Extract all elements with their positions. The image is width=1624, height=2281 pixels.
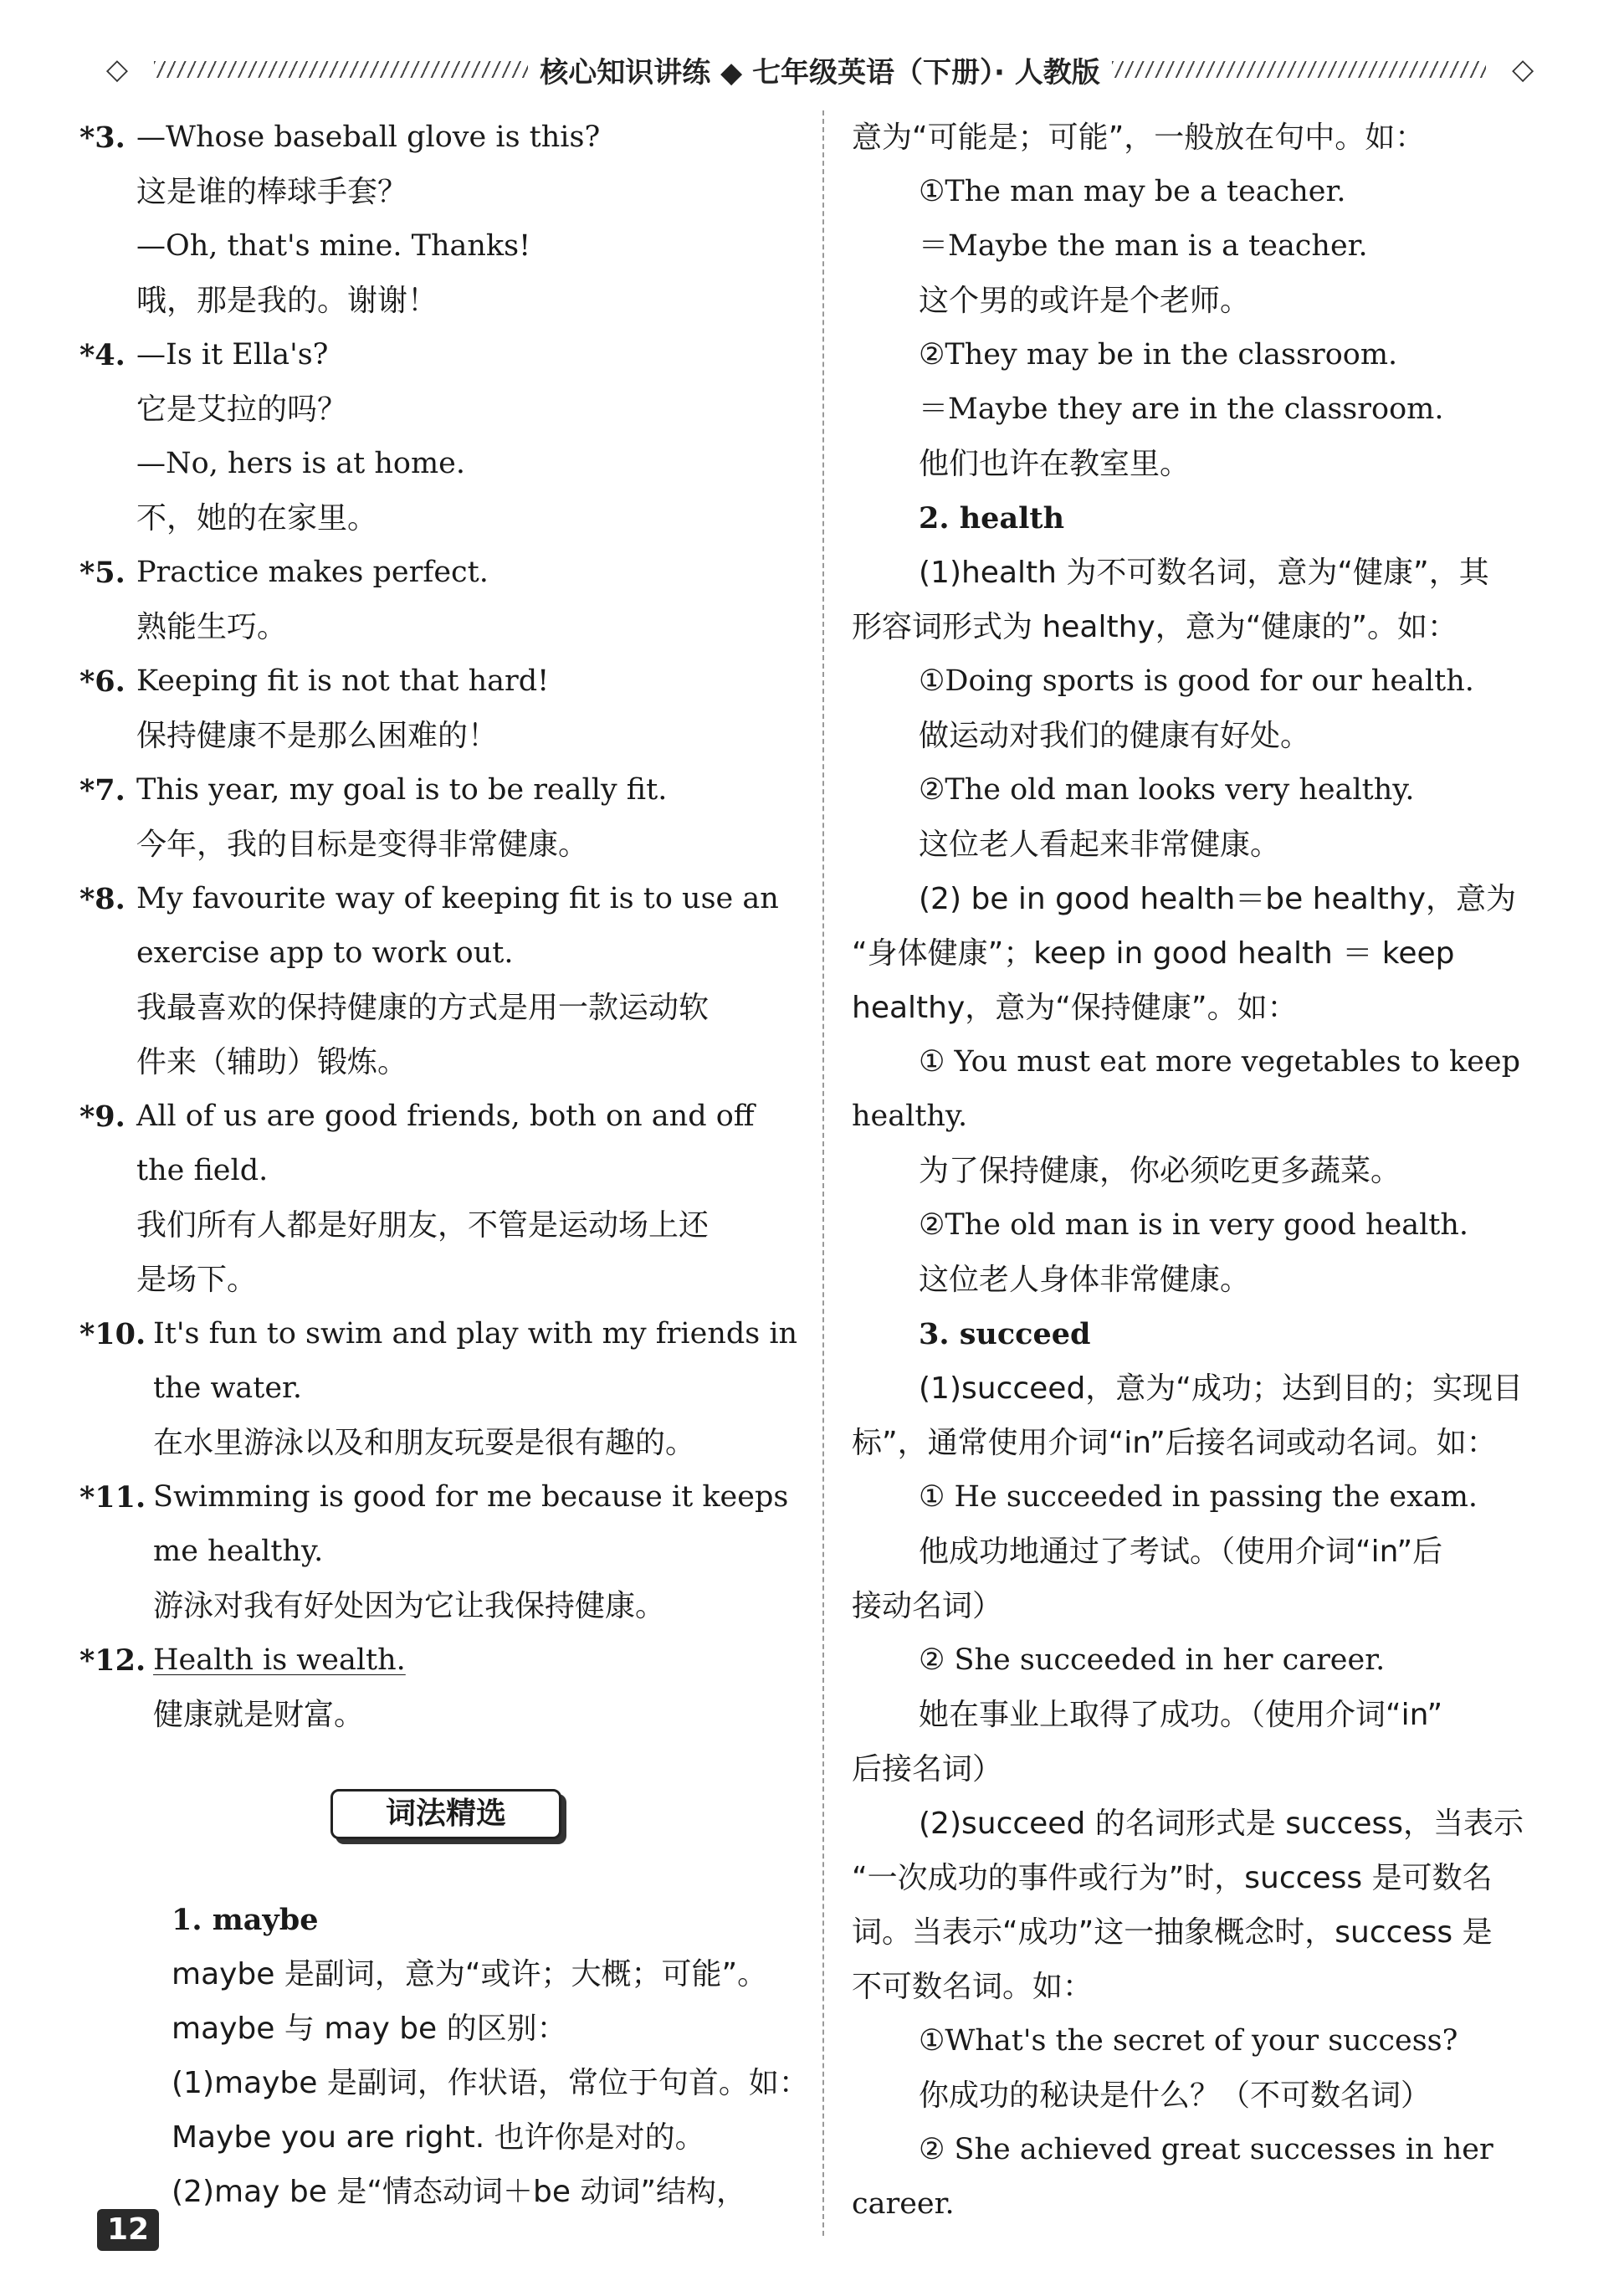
right-line: 她在事业上取得了成功。（使用介词“in” bbox=[919, 1698, 1443, 1732]
right-line: 不可数名词。如： bbox=[852, 1970, 1094, 2004]
right-line: ② She succeeded in her career. bbox=[919, 1643, 1386, 1677]
right-line: ① You must eat more vegetables to keep bbox=[919, 1045, 1521, 1079]
sentence-11-en: *11. Swimming is good for me because it keeps bbox=[79, 1480, 789, 1515]
right-line: 你成功的秘诀是什么？（不可数名词） bbox=[919, 2079, 1432, 2113]
sentence-4-reply-zh: 不，她的在家里。 bbox=[136, 501, 378, 536]
sentence-4-en: *4. —Is it Ella's? bbox=[79, 338, 329, 372]
maybe-line-3: (1)maybe 是副词，作状语，常位于句首。如： bbox=[172, 2066, 809, 2100]
right-line: ＝Maybe they are in the classroom. bbox=[919, 392, 1444, 426]
right-line: (1)health 为不可数名词，意为“健康”，其 bbox=[919, 556, 1489, 590]
diamond-ornament-icon: ◇ bbox=[1511, 53, 1534, 86]
sentence-11-zh: 游泳对我有好处因为它让我保持健康。 bbox=[153, 1589, 666, 1623]
sentence-9-en-cont: the field. bbox=[136, 1154, 269, 1187]
maybe-line-1: maybe 是副词，意为“或许；大概；可能”。 bbox=[172, 1957, 768, 1991]
right-line: 词。当表示“成功”这一抽象概念时，success 是 bbox=[852, 1915, 1493, 1950]
sentence-8-zh: 我最喜欢的保持健康的方式是用一款运动软 bbox=[136, 991, 710, 1025]
right-line: 这位老人看起来非常健康。 bbox=[919, 828, 1281, 862]
sentence-3-reply-zh: 哦，那是我的。谢谢！ bbox=[136, 284, 438, 318]
right-line: 这位老人身体非常健康。 bbox=[919, 1263, 1251, 1297]
right-column bbox=[852, 110, 1546, 2232]
right-line: ②The old man looks very healthy. bbox=[919, 773, 1415, 807]
sentence-9-zh: 我们所有人都是好朋友，不管是运动场上还 bbox=[136, 1208, 710, 1243]
right-line: 这个男的或许是个老师。 bbox=[919, 284, 1251, 318]
sentence-3-reply: —Oh, that's mine. Thanks! bbox=[136, 229, 531, 263]
sentence-8-en: *8. My favourite way of keeping fit is to use an bbox=[79, 882, 779, 916]
right-line: 后接名词） bbox=[852, 1752, 1003, 1786]
sentence-12-zh: 健康就是财富。 bbox=[153, 1698, 365, 1732]
right-line: career. bbox=[852, 2187, 955, 2221]
right-line: healthy，意为“保持健康”。如： bbox=[852, 991, 1298, 1025]
right-line: (1)succeed，意为“成功；达到目的；实现目 bbox=[919, 1371, 1523, 1406]
sentence-10-en-cont: the water. bbox=[153, 1371, 303, 1405]
right-line: ①The man may be a teacher. bbox=[919, 175, 1346, 208]
header-ticks-decoration bbox=[154, 61, 528, 78]
right-line: “身体健康”；keep in good health ＝ keep bbox=[852, 936, 1455, 971]
right-line: ① He succeeded in passing the exam. bbox=[919, 1480, 1478, 1514]
succeed-heading: 3. succeed bbox=[919, 1317, 1091, 1351]
sentence-5-en: *5. Practice makes perfect. bbox=[79, 556, 489, 590]
right-line: ＝Maybe the man is a teacher. bbox=[919, 229, 1368, 263]
right-line: 接动名词） bbox=[852, 1589, 1003, 1623]
header-ticks-decoration bbox=[1112, 61, 1486, 78]
sentence-7-en: *7. This year, my goal is to be really fit. bbox=[79, 773, 668, 807]
maybe-line-4: Maybe you are right. 也许你是对的。 bbox=[172, 2120, 705, 2155]
right-line: (2) be in good health＝be healthy，意为 bbox=[919, 882, 1517, 916]
right-line: 为了保持健康，你必须吃更多蔬菜。 bbox=[919, 1154, 1401, 1188]
sentence-10-en: *10. It's fun to swim and play with my friends in bbox=[79, 1317, 798, 1351]
column-divider bbox=[822, 110, 824, 2236]
sentence-4-zh: 它是艾拉的吗？ bbox=[136, 392, 348, 427]
sentence-4-reply: —No, hers is at home. bbox=[136, 447, 465, 480]
right-line: 意为“可能是；可能”，一般放在句中。如： bbox=[852, 120, 1426, 155]
sentence-9-en: *9. All of us are good friends, both on and off bbox=[79, 1099, 755, 1134]
right-line: (2)succeed 的名词形式是 success，当表示 bbox=[919, 1807, 1524, 1841]
sentence-5-zh: 熟能生巧。 bbox=[136, 610, 288, 644]
sentence-10-zh: 在水里游泳以及和朋友玩耍是很有趣的。 bbox=[153, 1426, 696, 1460]
right-line: “一次成功的事件或行为”时，success 是可数名 bbox=[852, 1861, 1493, 1895]
sentence-8-en-cont: exercise app to work out. bbox=[136, 936, 514, 970]
section-title-box: 词法精选 bbox=[330, 1789, 561, 1839]
sentence-6-zh: 保持健康不是那么困难的！ bbox=[136, 719, 499, 753]
health-heading: 2. health bbox=[919, 501, 1065, 536]
right-line: ②They may be in the classroom. bbox=[919, 338, 1398, 372]
sentence-3-en: *3. —Whose baseball glove is this? bbox=[79, 120, 601, 155]
right-line: ①What's the secret of your success? bbox=[919, 2024, 1458, 2058]
sentence-3-zh: 这是谁的棒球手套？ bbox=[136, 175, 408, 209]
left-column bbox=[79, 110, 809, 2219]
right-line: 形容词形式为 healthy，意为“健康的”。如： bbox=[852, 610, 1458, 644]
right-line: 标”，通常使用介词“in”后接名词或动名词。如： bbox=[852, 1426, 1497, 1460]
right-line: 他们也许在教室里。 bbox=[919, 447, 1191, 481]
maybe-heading: 1. maybe bbox=[172, 1903, 319, 1937]
right-line: ② She achieved great successes in her bbox=[919, 2133, 1493, 2166]
sentence-8-zh-cont: 件来（辅助）锻炼。 bbox=[136, 1045, 408, 1079]
sentence-6-en: *6. Keeping fit is not that hard! bbox=[79, 664, 550, 699]
right-line: ①Doing sports is good for our health. bbox=[919, 664, 1474, 698]
page-number: 12 bbox=[97, 2209, 159, 2251]
header-title: 核心知识讲练 ◆ 七年级英语（下册）· 人教版 bbox=[540, 55, 1100, 90]
diamond-ornament-icon: ◇ bbox=[105, 53, 129, 86]
right-line: ②The old man is in very good health. bbox=[919, 1208, 1469, 1242]
right-line: 做运动对我们的健康有好处。 bbox=[919, 719, 1311, 753]
maybe-line-2: maybe 与 may be 的区别： bbox=[172, 2012, 567, 2046]
sentence-7-zh: 今年，我的目标是变得非常健康。 bbox=[136, 828, 589, 862]
maybe-line-5: (2)may be 是“情态动词＋be 动词”结构， bbox=[172, 2175, 747, 2209]
right-line: 他成功地通过了考试。（使用介词“in”后 bbox=[919, 1535, 1443, 1569]
sentence-12-en: *12. Health is wealth. bbox=[79, 1643, 406, 1678]
right-line: healthy. bbox=[852, 1099, 968, 1133]
page-header bbox=[92, 49, 1548, 90]
sentence-11-en-cont: me healthy. bbox=[153, 1535, 324, 1568]
sentence-9-zh-cont: 是场下。 bbox=[136, 1263, 258, 1297]
